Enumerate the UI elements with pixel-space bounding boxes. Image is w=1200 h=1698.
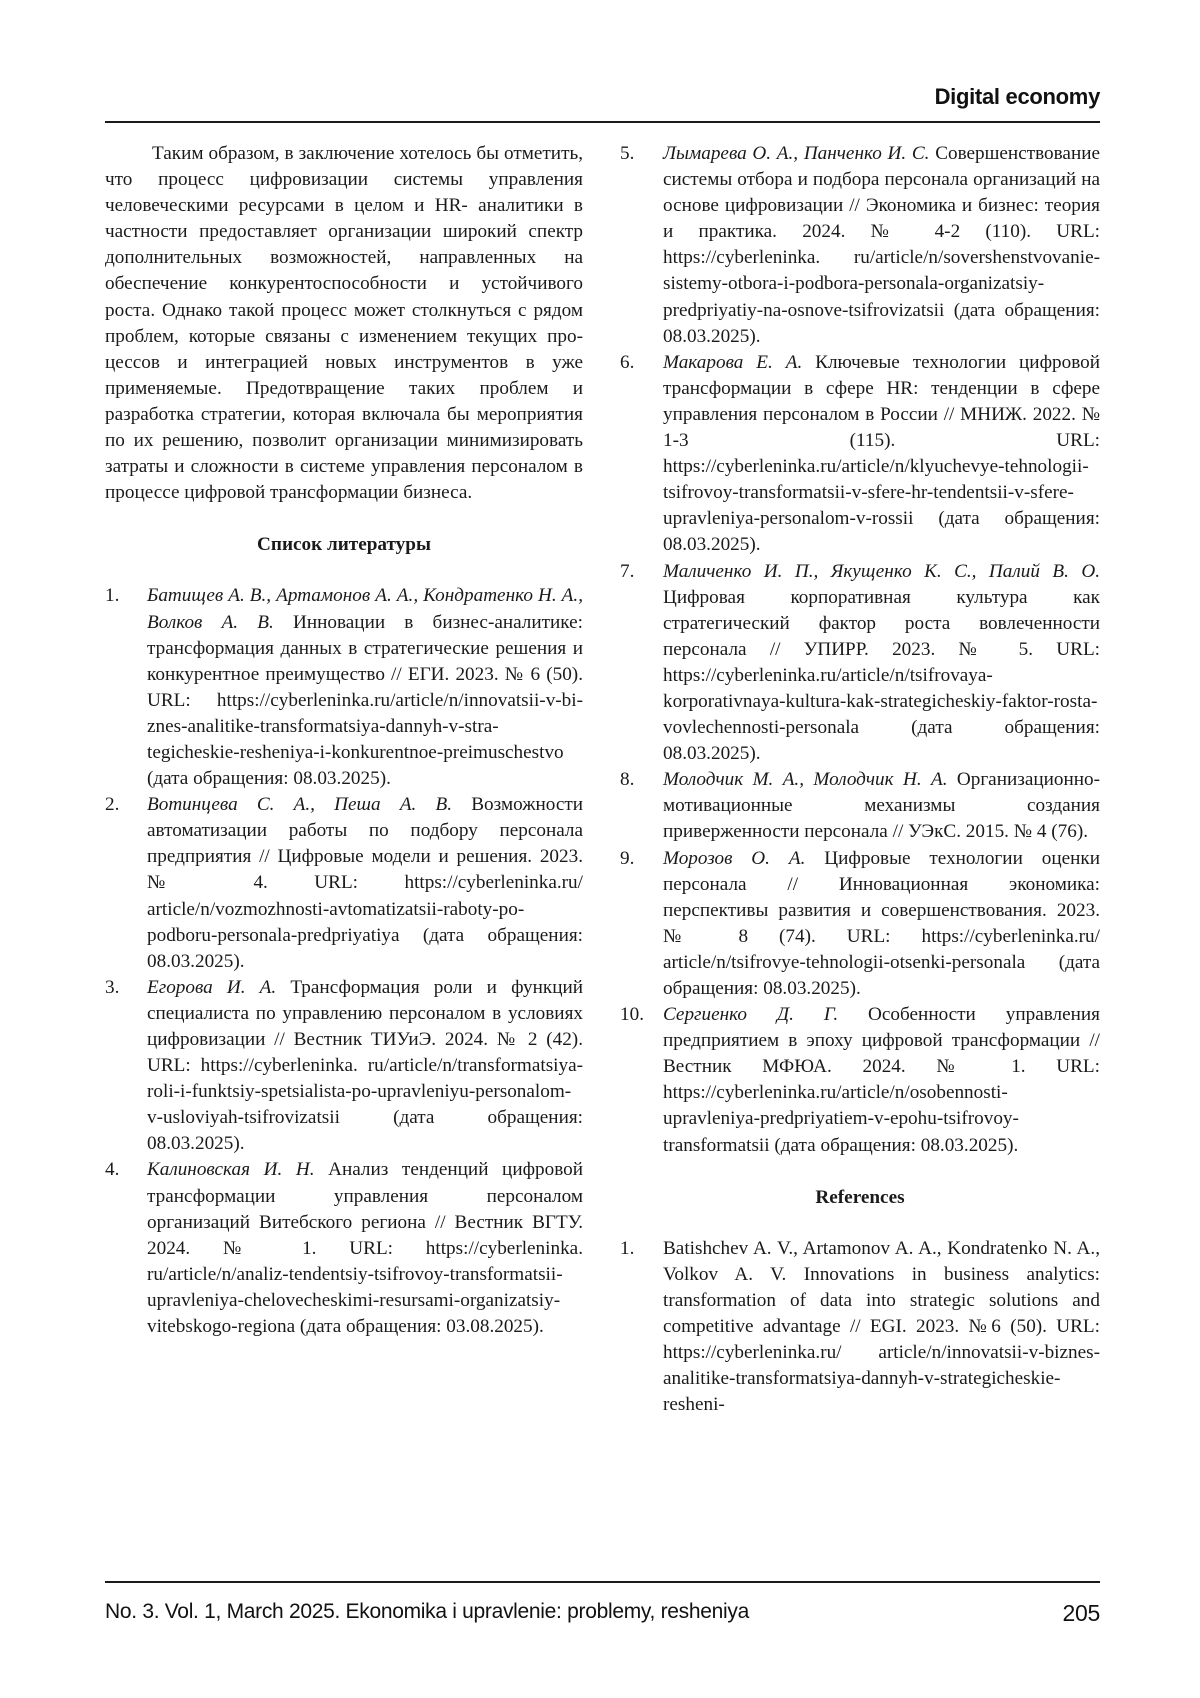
ref-number: 5.: [620, 143, 635, 164]
ref-number: 10.: [620, 1004, 644, 1026]
ref-authors: Лымарева О. А., Панченко И. С.: [663, 143, 930, 164]
bibliography-list-continued: [620, 141, 1100, 1159]
ref-text: Инновации в бизнес-аналитике: трансформация данных в стратегические решения и конкурентное преимущество // ЕГИ. 2023. № 6 (50). URL: https://cyberleninka.ru/article/n/innovatsii-v-biznes-analitike-transformatsiya-dannyh-v-strategicheskie-resheniya-i-konkurentnoe-preimuschestvo (дата обращения: 08.03.2025).: [147, 611, 583, 790]
ref-text: Совершенствование системы отбора и подбора персонала организаций на основе цифровизации // Экономика и бизнес: теория и практика. 2024. № 4-2 (110). URL: https://cyberleninka. ru/article/n/sovershenstvovanie-sistemy-otbora-i-podbora-personala-organizatsiy-predpriyatiy-na-osnove-tsifrovizatsii (дата обращения: 08.03.2025).: [663, 143, 1100, 347]
ref-text: Особенности управления предприятием в эпоху цифровой трансформации // Вестник МФЮА. 2024. № 1. URL: https://cyberleninka.ru/article/n/osobennosti-upravleniya-predpriyatiem-v-epohu-tsifrovoy-transformatsii (дата обращения: 08.03.2025).: [663, 1004, 1100, 1156]
bibliography-item: [620, 1002, 1100, 1159]
ref-number: 9.: [620, 847, 635, 869]
reference-item: [620, 1236, 1100, 1419]
ref-text: Batishchev A. V., Artamonov A. A., Kondratenko N. A., Volkov A. V. Innovations in business analytics: transformation of data into strategic solutions and competitive advantage // EGI. 2023. №6 (50). URL: https://cyberleninka.ru/ article/n/innovatsii-v-biznes-analitike-transformatsiya-dannyh-v-strategicheskie-resheni-: [663, 1237, 1100, 1416]
bibliography-item: [105, 792, 583, 975]
bibliography-item: [620, 350, 1100, 559]
ref-text: Цифровые технологии оценки персонала // Инновационная экономика: перспективы развития и совершенствования. 2023. № 8 (74). URL: https://cyberleninka.ru/ article/n/tsifrovye-tehnologii-otsenki-personala (дата обращения: 08.03.2025).: [663, 847, 1100, 999]
conclusion-paragraph: Таким образом, в заключение хотелось бы отметить, что процесс цифровизации системы управления человеческими ресурсами в целом и HR- аналитики в частности предоставляет организации широкий спектр дополнительных возможностей, направленных на обеспечение конкурентоспособности и устойчивого роста. Однако такой процесс может столкнуться с рядом проблем, которые связаны с изменением текущих процессов и интеграцией новых инструментов в уже применяемые. Предотвращение таких проблем и разработка стратегии, которая включала бы мероприятия по их решению, позволит организации минимизировать затраты и сложности в системе управления персоналом в процессе цифровой трансформации бизнеса.: [105, 143, 583, 504]
page-number: 205: [1062, 1600, 1100, 1626]
ref-authors: Морозов О. А.: [663, 847, 806, 869]
ref-number: 2.: [105, 794, 120, 816]
references-title: References: [815, 1186, 905, 1208]
bibliography-title: Список литературы: [257, 534, 431, 556]
ref-authors: Вотинцева С. А., Пеша А. В.: [147, 794, 453, 816]
bibliography-list: [105, 583, 583, 1340]
footer-rule: [105, 1581, 1100, 1583]
page-footer: [105, 1600, 1100, 1627]
ref-text: Ключевые технологии цифровой трансформации в сфере HR: тенденции в сфере управления персоналом в России // МНИЖ. 2022. № 1-3 (115). URL: https://cyberleninka.ru/article/n/klyuchevye-tehnologii-tsifrovoy-transformatsii-v-sfere-hr-tendentsii-v-sfere-upravleniya-personalom-v-rossii (дата обращения: 08.03.2025).: [663, 351, 1100, 556]
ref-text: Анализ тенденций цифровой трансформации управления персоналом организаций Витебского региона // Вестник ВГТУ. 2024. № 1. URL: https://cyberleninka. ru/article/n/analiz-tendentsiy-tsifrovoy-transformatsii-upravleniya-chelovecheskimi-resursami-organizatsiy-vitebskogo-regiona (дата обращения: 03.08.2025).: [147, 1159, 583, 1338]
ref-number: 4.: [105, 1159, 120, 1181]
bibliography-item: [105, 975, 583, 1158]
right-column: [620, 141, 1100, 1418]
references-list: [620, 1236, 1100, 1419]
bibliography-item: [620, 846, 1100, 1003]
ref-authors: Молодчик М. А., Молодчик Н. А.: [663, 769, 948, 791]
bibliography-item: [620, 141, 1100, 350]
left-column: [105, 141, 583, 1340]
bibliography-item: [620, 559, 1100, 768]
journal-citation: No. 3. Vol. 1, March 2025. Ekonomika i upravlenie: problemy, resheniya: [105, 1600, 749, 1623]
ref-number: 8.: [620, 769, 635, 791]
header-rule: [105, 121, 1100, 123]
ref-number: 6.: [620, 351, 635, 373]
ref-number: 7.: [620, 560, 635, 582]
bibliography-item: [620, 767, 1100, 845]
ref-number: 3.: [105, 976, 120, 998]
ref-authors: Калиновская И. Н.: [147, 1159, 315, 1181]
bibliography-item: [105, 583, 583, 792]
ref-text: Организационно-мотивационные механизмы создания приверженности персонала // УЭкС. 2015. № 4 (76).: [663, 769, 1100, 843]
ref-authors: Макарова Е. А.: [663, 351, 803, 373]
ref-text: Цифровая корпоративная культура как стратегический фактор роста вовлеченности персонала // УПИРР. 2023. № 5. URL: https://cyberleninka.ru/article/n/tsifrovaya-korporativnaya-kultura-kak-strategicheskiy-faktor-rosta-vovlechennosti-personala (дата обращения: 08.03.2025).: [663, 586, 1100, 765]
ref-authors: Батищев А. В., Артамонов А. А., Кондратенко Н. А., Волков А. В.: [147, 585, 583, 633]
ref-number: 1.: [620, 1237, 635, 1259]
ref-authors: Маличенко И. П., Якущенко К. С., Палий В. О.: [663, 560, 1100, 582]
ref-text: Трансформация роли и функций специалиста по управлению персоналом в условиях цифровизации // Вестник ТИУиЭ. 2024. № 2 (42). URL: https://cyberleninka. ru/article/n/transformatsiya-roli-i-funktsiy-spetsialista-po-upravleniyu-personalom-v-usloviyah-tsifrovizatsii (дата обращения: 08.03.2025).: [147, 976, 584, 1155]
ref-number: 1.: [105, 585, 120, 607]
bibliography-item: [105, 1157, 583, 1340]
ref-authors: Егорова И. А.: [147, 976, 277, 998]
ref-authors: Сергиенко Д. Г.: [663, 1004, 839, 1026]
ref-text: Возможности автоматизации работы по подбору персонала предприятия // Цифровые модели и решения. 2023. № 4. URL: https://cyberleninka.ru/ article/n/vozmozhnosti-avtomatizatsii-raboty-po-podboru-personala-predpriyatiya (дата обращения: 08.03.2025).: [147, 794, 583, 972]
section-running-head: Digital economy: [934, 84, 1100, 109]
